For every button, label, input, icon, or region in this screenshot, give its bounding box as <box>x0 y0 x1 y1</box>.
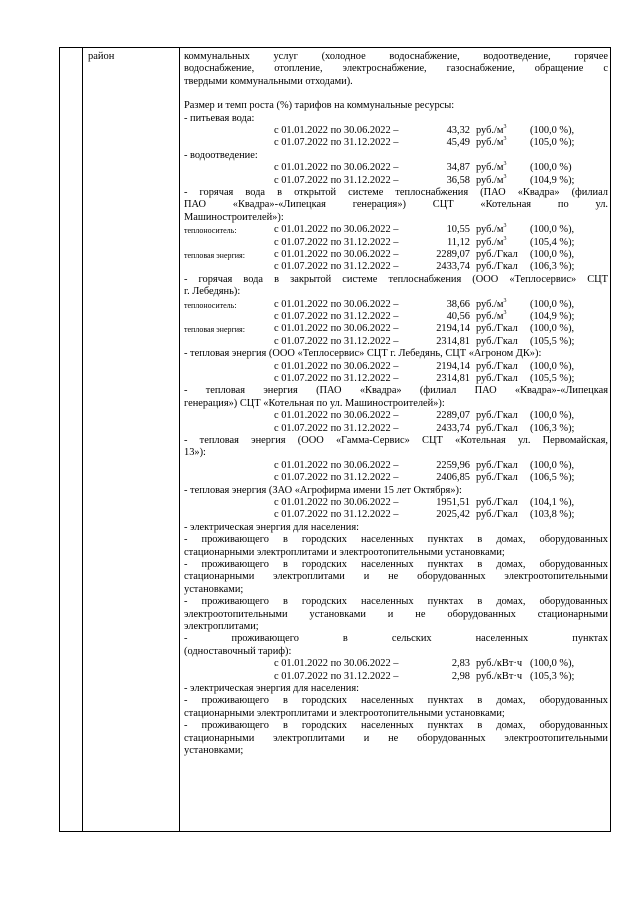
unit-superscript: 3 <box>503 173 507 180</box>
block-line: стационарными электроплитами и не оборудованных электроотопительными <box>184 732 608 744</box>
unit-superscript: 3 <box>503 124 507 131</box>
tariff-value: 2025,42 <box>436 509 470 521</box>
unit-text: руб./м <box>476 236 504 248</box>
tariff-percent: (100,0 %), <box>530 125 575 137</box>
tariff-unit <box>476 323 530 335</box>
unit-text: руб./Гкал <box>476 410 518 422</box>
tariff-component <box>184 671 274 683</box>
tariff-percent: (105,5 %); <box>530 335 575 347</box>
tariff-period: с 01.07.2022 по 31.12.2022 – <box>274 472 399 484</box>
tariff-row <box>184 237 608 249</box>
tariff-percent: (100,0 %), <box>530 658 575 670</box>
tariff-percent: (100,0 %), <box>530 249 575 260</box>
tariff-component <box>184 336 274 348</box>
tariff-unit <box>476 311 530 323</box>
tariff-period: с 01.07.2022 по 31.12.2022 – <box>274 236 399 248</box>
tariff-percent: (106,5 %); <box>530 472 575 484</box>
block-line: Машиностроителей»): <box>184 211 284 223</box>
tariff-unit <box>476 137 530 149</box>
unit-text: руб./Гкал <box>476 496 518 508</box>
block-line: установками; <box>184 745 244 756</box>
block-line: - проживающего в городских населенных пунктах в домах, оборудованных <box>184 695 608 707</box>
unit-text: руб./м <box>476 298 504 310</box>
tariff-value: 36,58 <box>446 174 470 186</box>
tariff-unit <box>476 373 530 385</box>
tariff-row <box>184 410 608 422</box>
tariff-row <box>184 423 608 435</box>
tariff-value: 1951,51 <box>436 496 470 508</box>
tariff-row <box>184 472 608 484</box>
tariff-percent: (105,0 %); <box>530 137 575 149</box>
tariff-value: 2194,14 <box>436 323 470 335</box>
tariff-value: 2259,96 <box>436 459 470 471</box>
unit-superscript: 3 <box>503 309 507 316</box>
tariff-value: 2,83 <box>451 658 470 670</box>
unit-superscript: 3 <box>503 161 507 168</box>
tariff-component: теплоноситель: <box>184 300 237 310</box>
tariff-value: 2433,74 <box>436 261 470 273</box>
tariff-period: с 01.01.2022 по 30.06.2022 – <box>274 298 399 310</box>
unit-text: руб./Гкал <box>476 323 518 335</box>
block-line: электроотопительными установками и не оборудованных стационарными <box>184 608 608 620</box>
tariff-row <box>184 137 608 149</box>
block-line: - тепловая энергия (ЗАО «Агрофирма имени 15 лет Октября»): <box>184 484 462 496</box>
tariff-unit <box>476 249 530 261</box>
tariff-component <box>184 460 274 472</box>
tariff-period: с 01.01.2022 по 30.06.2022 – <box>274 658 399 670</box>
tariff-percent: (103,8 %); <box>530 509 575 521</box>
tariff-period: с 01.01.2022 по 30.06.2022 – <box>274 323 399 335</box>
district-label: район <box>88 51 115 62</box>
tariff-component: теплоноситель: <box>184 226 237 236</box>
tariff-percent: (100,0 %), <box>530 360 575 372</box>
tariff-row <box>184 497 608 509</box>
unit-superscript: 3 <box>503 235 507 242</box>
block-line: ПАО «Квадра»-«Липецкая генерация») СЦТ «Котельная по ул. <box>184 199 608 211</box>
tariff-row <box>184 460 608 472</box>
tariff-period: с 01.07.2022 по 31.12.2022 – <box>274 670 399 682</box>
tariff-percent: (106,3 %); <box>530 422 575 434</box>
tariff-component: тепловая энергия: <box>184 251 245 260</box>
tariff-component <box>184 311 274 323</box>
tariff-period: с 01.07.2022 по 31.12.2022 – <box>274 310 399 322</box>
tariff-period: с 01.01.2022 по 30.06.2022 – <box>274 162 399 174</box>
tariff-row <box>184 261 608 273</box>
block-line: - проживающего в городских населенных пунктах в домах, оборудованных <box>184 558 608 570</box>
unit-text: руб./Гкал <box>476 249 518 260</box>
tariff-row <box>184 162 608 174</box>
tariff-row <box>184 336 608 348</box>
tariff-row <box>184 373 608 385</box>
unit-superscript: 3 <box>503 223 507 230</box>
block-line: стационарными электроплитами и электроотопительными установками; <box>184 546 505 558</box>
tariff-percent: (105,5 %); <box>530 372 575 384</box>
unit-text: руб./м <box>476 137 504 149</box>
block-line: - горячая вода в закрытой системе теплоснабжения (ООО «Теплосервис» СЦТ <box>184 273 608 285</box>
tariff-component <box>184 373 274 385</box>
block-line: электроплитами; <box>184 620 259 632</box>
tariff-period: с 01.01.2022 по 30.06.2022 – <box>274 459 399 471</box>
block-line: г. Лебедянь): <box>184 286 241 298</box>
tariff-row <box>184 299 608 311</box>
tariff-unit <box>476 460 530 472</box>
unit-text: руб./Гкал <box>476 459 518 471</box>
tariff-unit <box>476 509 530 521</box>
tariff-component <box>184 162 274 174</box>
block-line: - электрическая энергия для населения: <box>184 682 360 694</box>
unit-text: руб./Гкал <box>476 372 518 384</box>
block-line: - тепловая энергия (ООО «Теплосервис» СЦТ г. Лебедянь, СЦТ «Агроном ДК»): <box>184 348 542 360</box>
block-line: - питьевая вода: <box>184 112 255 124</box>
tariff-component: тепловая энергия: <box>184 325 245 335</box>
tariff-row <box>184 311 608 323</box>
tariff-unit <box>476 423 530 435</box>
block-line: стационарными электроплитами и не оборудованных электроотопительными <box>184 571 608 583</box>
tariff-percent: (104,1 %), <box>530 496 575 508</box>
spacer <box>184 88 608 100</box>
unit-superscript: 3 <box>503 136 507 143</box>
tariff-period: с 01.01.2022 по 30.06.2022 – <box>274 360 399 372</box>
column-divider <box>82 48 83 831</box>
tariff-unit <box>476 361 530 373</box>
tariff-value: 2314,81 <box>436 372 470 384</box>
unit-text: руб./Гкал <box>476 422 518 434</box>
tariff-component <box>184 137 274 149</box>
unit-text: руб./Гкал <box>476 335 518 347</box>
tariff-value: 45,49 <box>446 137 470 149</box>
column-divider <box>179 48 180 831</box>
tariff-component <box>184 410 274 422</box>
tariff-value: 38,66 <box>446 298 470 310</box>
tariff-percent: (100,0 %) <box>530 162 572 174</box>
block-line: (одноставочный тариф): <box>184 645 292 657</box>
intro-line: коммунальных услуг (холодное водоснабжение, водоотведение, горячее <box>184 51 608 62</box>
unit-text: руб./кВт·ч <box>476 658 523 670</box>
tariff-component <box>184 361 274 373</box>
tariff-value: 2406,85 <box>436 472 470 484</box>
tariff-percent: (105,4 %); <box>530 236 575 248</box>
tariff-value: 34,87 <box>446 162 470 174</box>
tariff-period: с 01.07.2022 по 31.12.2022 – <box>274 261 399 273</box>
block-line: - проживающего в городских населенных пунктах в домах, оборудованных <box>184 534 608 546</box>
tariff-value: 11,12 <box>447 236 470 248</box>
tariff-component <box>184 658 274 670</box>
block-line: - проживающего в городских населенных пунктах в домах, оборудованных <box>184 596 608 608</box>
tariff-heading: Размер и темп роста (%) тарифов на коммунальные ресурсы: <box>184 100 455 112</box>
tariff-unit <box>476 497 530 509</box>
tariff-unit <box>476 175 530 187</box>
tariff-row <box>184 175 608 187</box>
tariff-period: с 01.01.2022 по 30.06.2022 – <box>274 125 399 137</box>
intro-line: твердыми коммунальными отходами). <box>184 75 353 87</box>
tariff-value: 2314,81 <box>436 335 470 347</box>
tariff-period: с 01.07.2022 по 31.12.2022 – <box>274 372 399 384</box>
tariff-value: 43,32 <box>446 125 470 137</box>
tariff-component <box>184 237 274 249</box>
unit-text: руб./м <box>476 224 504 236</box>
block-line: - проживающего в городских населенных пунктах в домах, оборудованных <box>184 720 608 732</box>
tariff-row <box>184 224 608 236</box>
tariff-value: 2289,07 <box>436 410 470 422</box>
tariff-period: с 01.01.2022 по 30.06.2022 – <box>274 410 399 422</box>
unit-text: руб./м <box>476 125 504 137</box>
tariff-value: 10,55 <box>446 224 470 236</box>
tariff-percent: (105,3 %); <box>530 670 575 682</box>
document-table <box>59 47 611 832</box>
tariff-percent: (106,3 %); <box>530 261 575 273</box>
tariff-component <box>184 175 274 187</box>
block-line: - горячая вода в открытой системе теплоснабжения (ПАО «Квадра» (филиал <box>184 187 608 198</box>
tariff-period: с 01.07.2022 по 31.12.2022 – <box>274 509 399 521</box>
tariff-row <box>184 509 608 521</box>
tariff-percent: (104,9 %); <box>530 310 575 322</box>
tariff-period: с 01.07.2022 по 31.12.2022 – <box>274 174 399 186</box>
block-line: генерация») СЦТ «Котельная по ул. Машиностроителей»): <box>184 397 445 409</box>
unit-text: руб./Гкал <box>476 472 518 484</box>
tariff-unit <box>476 237 530 249</box>
tariff-unit <box>476 261 530 273</box>
block-line: - тепловая энергия (ПАО «Квадра» (филиал ПАО «Квадра»-«Липецкая <box>184 385 608 397</box>
unit-text: руб./Гкал <box>476 360 518 372</box>
tariff-percent: (104,9 %); <box>530 174 575 186</box>
unit-text: руб./м <box>476 162 504 174</box>
tariff-period: с 01.07.2022 по 31.12.2022 – <box>274 422 399 434</box>
tariff-component <box>184 509 274 521</box>
tariff-row <box>184 125 608 137</box>
block-line: - электрическая энергия для населения: <box>184 521 360 533</box>
block-line: - водоотведение: <box>184 149 258 161</box>
block-line: - тепловая энергия (ООО «Гамма-Сервис» СЦТ «Котельная ул. Первомайская, <box>184 434 608 446</box>
tariff-period: с 01.01.2022 по 30.06.2022 – <box>274 496 399 508</box>
tariff-row <box>184 671 608 683</box>
tariff-component <box>184 497 274 509</box>
tariff-period: с 01.07.2022 по 31.12.2022 – <box>274 137 399 149</box>
tariff-unit <box>476 658 530 670</box>
tariff-row <box>184 658 608 670</box>
tariff-component <box>184 423 274 435</box>
tariff-row <box>184 323 608 335</box>
intro-line: водоснабжение, отопление, электроснабжение, газоснабжение, обращение с <box>184 63 608 75</box>
block-line: 13»): <box>184 447 206 459</box>
tariff-component <box>184 472 274 484</box>
tariff-unit <box>476 410 530 422</box>
unit-text: руб./Гкал <box>476 261 518 273</box>
unit-text: руб./кВт·ч <box>476 670 523 682</box>
tariff-period: с 01.01.2022 по 30.06.2022 – <box>274 249 399 260</box>
tariff-percent: (100,0 %), <box>530 323 575 335</box>
tariff-percent: (100,0 %), <box>530 298 575 310</box>
tariff-component <box>184 125 274 137</box>
unit-text: руб./м <box>476 310 504 322</box>
tariff-content <box>184 51 608 757</box>
tariff-value: 40,56 <box>446 310 470 322</box>
block-line: - проживающего в сельских населенных пунктах <box>184 633 608 645</box>
tariff-period: с 01.01.2022 по 30.06.2022 – <box>274 224 399 236</box>
unit-superscript: 3 <box>503 297 507 304</box>
tariff-percent: (100,0 %), <box>530 459 575 471</box>
tariff-percent: (100,0 %), <box>530 410 575 422</box>
tariff-component <box>184 261 274 273</box>
tariff-unit <box>476 472 530 484</box>
tariff-percent: (100,0 %), <box>530 224 575 236</box>
tariff-period: с 01.07.2022 по 31.12.2022 – <box>274 335 399 347</box>
tariff-value: 2194,14 <box>436 360 470 372</box>
tariff-unit <box>476 671 530 683</box>
tariff-unit <box>476 336 530 348</box>
tariff-value: 2433,74 <box>436 422 470 434</box>
unit-text: руб./Гкал <box>476 509 518 521</box>
tariff-value: 2,98 <box>451 670 470 682</box>
tariff-row <box>184 249 608 261</box>
block-line: установками; <box>184 583 244 595</box>
block-line: стационарными электроплитами и электроотопительными установками; <box>184 707 505 719</box>
tariff-value: 2289,07 <box>436 249 470 260</box>
tariff-row <box>184 361 608 373</box>
unit-text: руб./м <box>476 174 504 186</box>
